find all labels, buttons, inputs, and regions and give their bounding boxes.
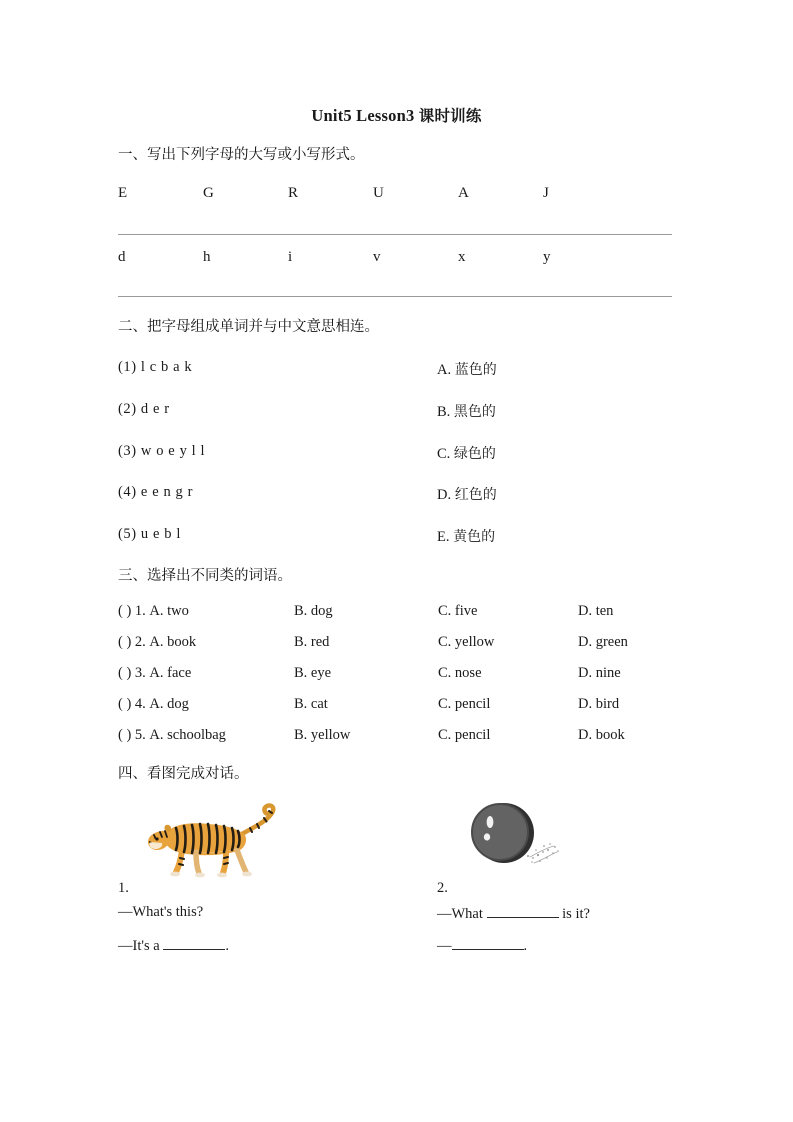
- mc-option-a[interactable]: A. two: [149, 603, 189, 619]
- fill-blank[interactable]: [163, 936, 225, 950]
- lowercase-letter-row: [118, 249, 674, 271]
- table-row: [118, 634, 678, 656]
- scramble-item: (4) e e n g r: [118, 484, 194, 500]
- mc-answer-bracket[interactable]: ( ) 5.: [118, 727, 146, 743]
- bowling-ball-illustration: [462, 800, 572, 882]
- fill-blank[interactable]: [452, 936, 524, 950]
- dialogue-answer-suffix: .: [225, 938, 229, 954]
- dialogue-answer-suffix: .: [523, 938, 528, 954]
- uppercase-letter: J: [543, 185, 549, 201]
- section-four-heading: 四、看图完成对话。: [118, 766, 249, 782]
- meaning-label: C.: [437, 446, 451, 462]
- dialogue-answer: [437, 936, 527, 955]
- mc-option-b[interactable]: B. eye: [294, 665, 332, 681]
- meaning-item: [437, 484, 497, 504]
- mc-answer-bracket[interactable]: ( ) 1.: [118, 603, 146, 619]
- table-row: [118, 665, 678, 687]
- uppercase-letter-row: [118, 185, 674, 207]
- meaning-text: 红色的: [454, 486, 497, 502]
- mc-option-b[interactable]: B. cat: [294, 696, 328, 712]
- mc-option-c[interactable]: C. nose: [438, 665, 482, 681]
- mc-answer-bracket[interactable]: ( ) 4.: [118, 696, 146, 712]
- mc-prompt: [118, 727, 226, 744]
- mc-option-c[interactable]: C. pencil: [438, 727, 491, 743]
- mc-option-a[interactable]: A. dog: [149, 696, 189, 712]
- mc-option-c[interactable]: C. pencil: [438, 696, 491, 712]
- dialogue-answer-prefix: —It's a: [118, 938, 164, 954]
- mc-option-d[interactable]: D. nine: [578, 665, 621, 681]
- meaning-item: [437, 401, 496, 421]
- scramble-item: (1) l c b a k: [118, 359, 193, 375]
- dialogue-number: 1.: [118, 880, 129, 896]
- dialogue-question: —What's this?: [118, 904, 204, 920]
- answer-rule-line: [118, 234, 672, 235]
- mc-prompt: [118, 603, 189, 620]
- page-title: [0, 104, 793, 126]
- meaning-item: [437, 443, 496, 463]
- section-two-heading: 二、把字母组成单词并与中文意思相连。: [118, 319, 379, 335]
- lowercase-letter: y: [543, 249, 551, 265]
- mc-option-d[interactable]: D. green: [578, 634, 628, 650]
- scramble-item: (5) u e b l: [118, 526, 181, 542]
- mc-option-a[interactable]: A. face: [149, 665, 192, 681]
- lowercase-letter: x: [458, 249, 466, 265]
- dialogue-answer: [118, 936, 229, 955]
- meaning-text: 黄色的: [453, 528, 496, 544]
- lowercase-letter: h: [203, 249, 211, 265]
- mc-option-c[interactable]: C. yellow: [438, 634, 495, 650]
- uppercase-letter: U: [373, 185, 384, 201]
- mc-option-b[interactable]: B. dog: [294, 603, 333, 619]
- table-row: [118, 696, 678, 718]
- page-title-english: Unit5 Lesson3: [311, 106, 419, 125]
- section-one-heading: 一、写出下列字母的大写或小写形式。: [118, 147, 365, 163]
- scramble-item: (2) d e r: [118, 401, 170, 417]
- meaning-label: A.: [437, 362, 452, 378]
- mc-option-a[interactable]: A. book: [149, 634, 197, 650]
- page-title-chinese: 课时训练: [418, 108, 482, 125]
- dialogue-question: [437, 904, 590, 923]
- mc-answer-bracket[interactable]: ( ) 2.: [118, 634, 146, 650]
- uppercase-letter: R: [288, 185, 299, 201]
- scramble-item: (3) w o e y l l: [118, 443, 206, 459]
- mc-prompt: [118, 634, 196, 651]
- meaning-label: D.: [437, 487, 452, 503]
- dialogue-question-suffix: is it?: [558, 906, 590, 922]
- tiger-illustration: [138, 800, 288, 882]
- lowercase-letter: v: [373, 249, 381, 265]
- mc-option-d[interactable]: D. bird: [578, 696, 620, 712]
- lowercase-letter: i: [288, 249, 293, 265]
- mc-option-b[interactable]: B. red: [294, 634, 330, 650]
- mc-prompt: [118, 665, 191, 682]
- uppercase-letter: A: [458, 185, 469, 201]
- answer-rule-line: [118, 296, 672, 297]
- mc-option-b[interactable]: B. yellow: [294, 727, 351, 743]
- meaning-item: [437, 359, 497, 379]
- meaning-text: 黑色的: [453, 403, 496, 419]
- mc-option-d[interactable]: D. ten: [578, 603, 614, 619]
- table-row: [118, 727, 678, 749]
- uppercase-letter: G: [203, 185, 214, 201]
- meaning-item: [437, 526, 495, 546]
- section-three-heading: 三、选择出不同类的词语。: [118, 568, 292, 584]
- mc-option-a[interactable]: A. schoolbag: [149, 727, 226, 743]
- mc-option-d[interactable]: D. book: [578, 727, 625, 743]
- table-row: [118, 603, 678, 625]
- fill-blank[interactable]: [487, 904, 559, 918]
- meaning-text: 蓝色的: [454, 361, 497, 377]
- dialogue-question-prefix: —What: [437, 906, 487, 922]
- mc-answer-bracket[interactable]: ( ) 3.: [118, 665, 146, 681]
- meaning-text: 绿色的: [453, 445, 496, 461]
- meaning-label: B.: [437, 404, 451, 420]
- mc-prompt: [118, 696, 189, 713]
- dialogue-number: 2.: [437, 880, 448, 896]
- mc-option-c[interactable]: C. five: [438, 603, 478, 619]
- lowercase-letter: d: [118, 249, 126, 265]
- uppercase-letter: E: [118, 185, 128, 201]
- dialogue-answer-prefix: —: [437, 938, 452, 954]
- meaning-label: E.: [437, 529, 450, 545]
